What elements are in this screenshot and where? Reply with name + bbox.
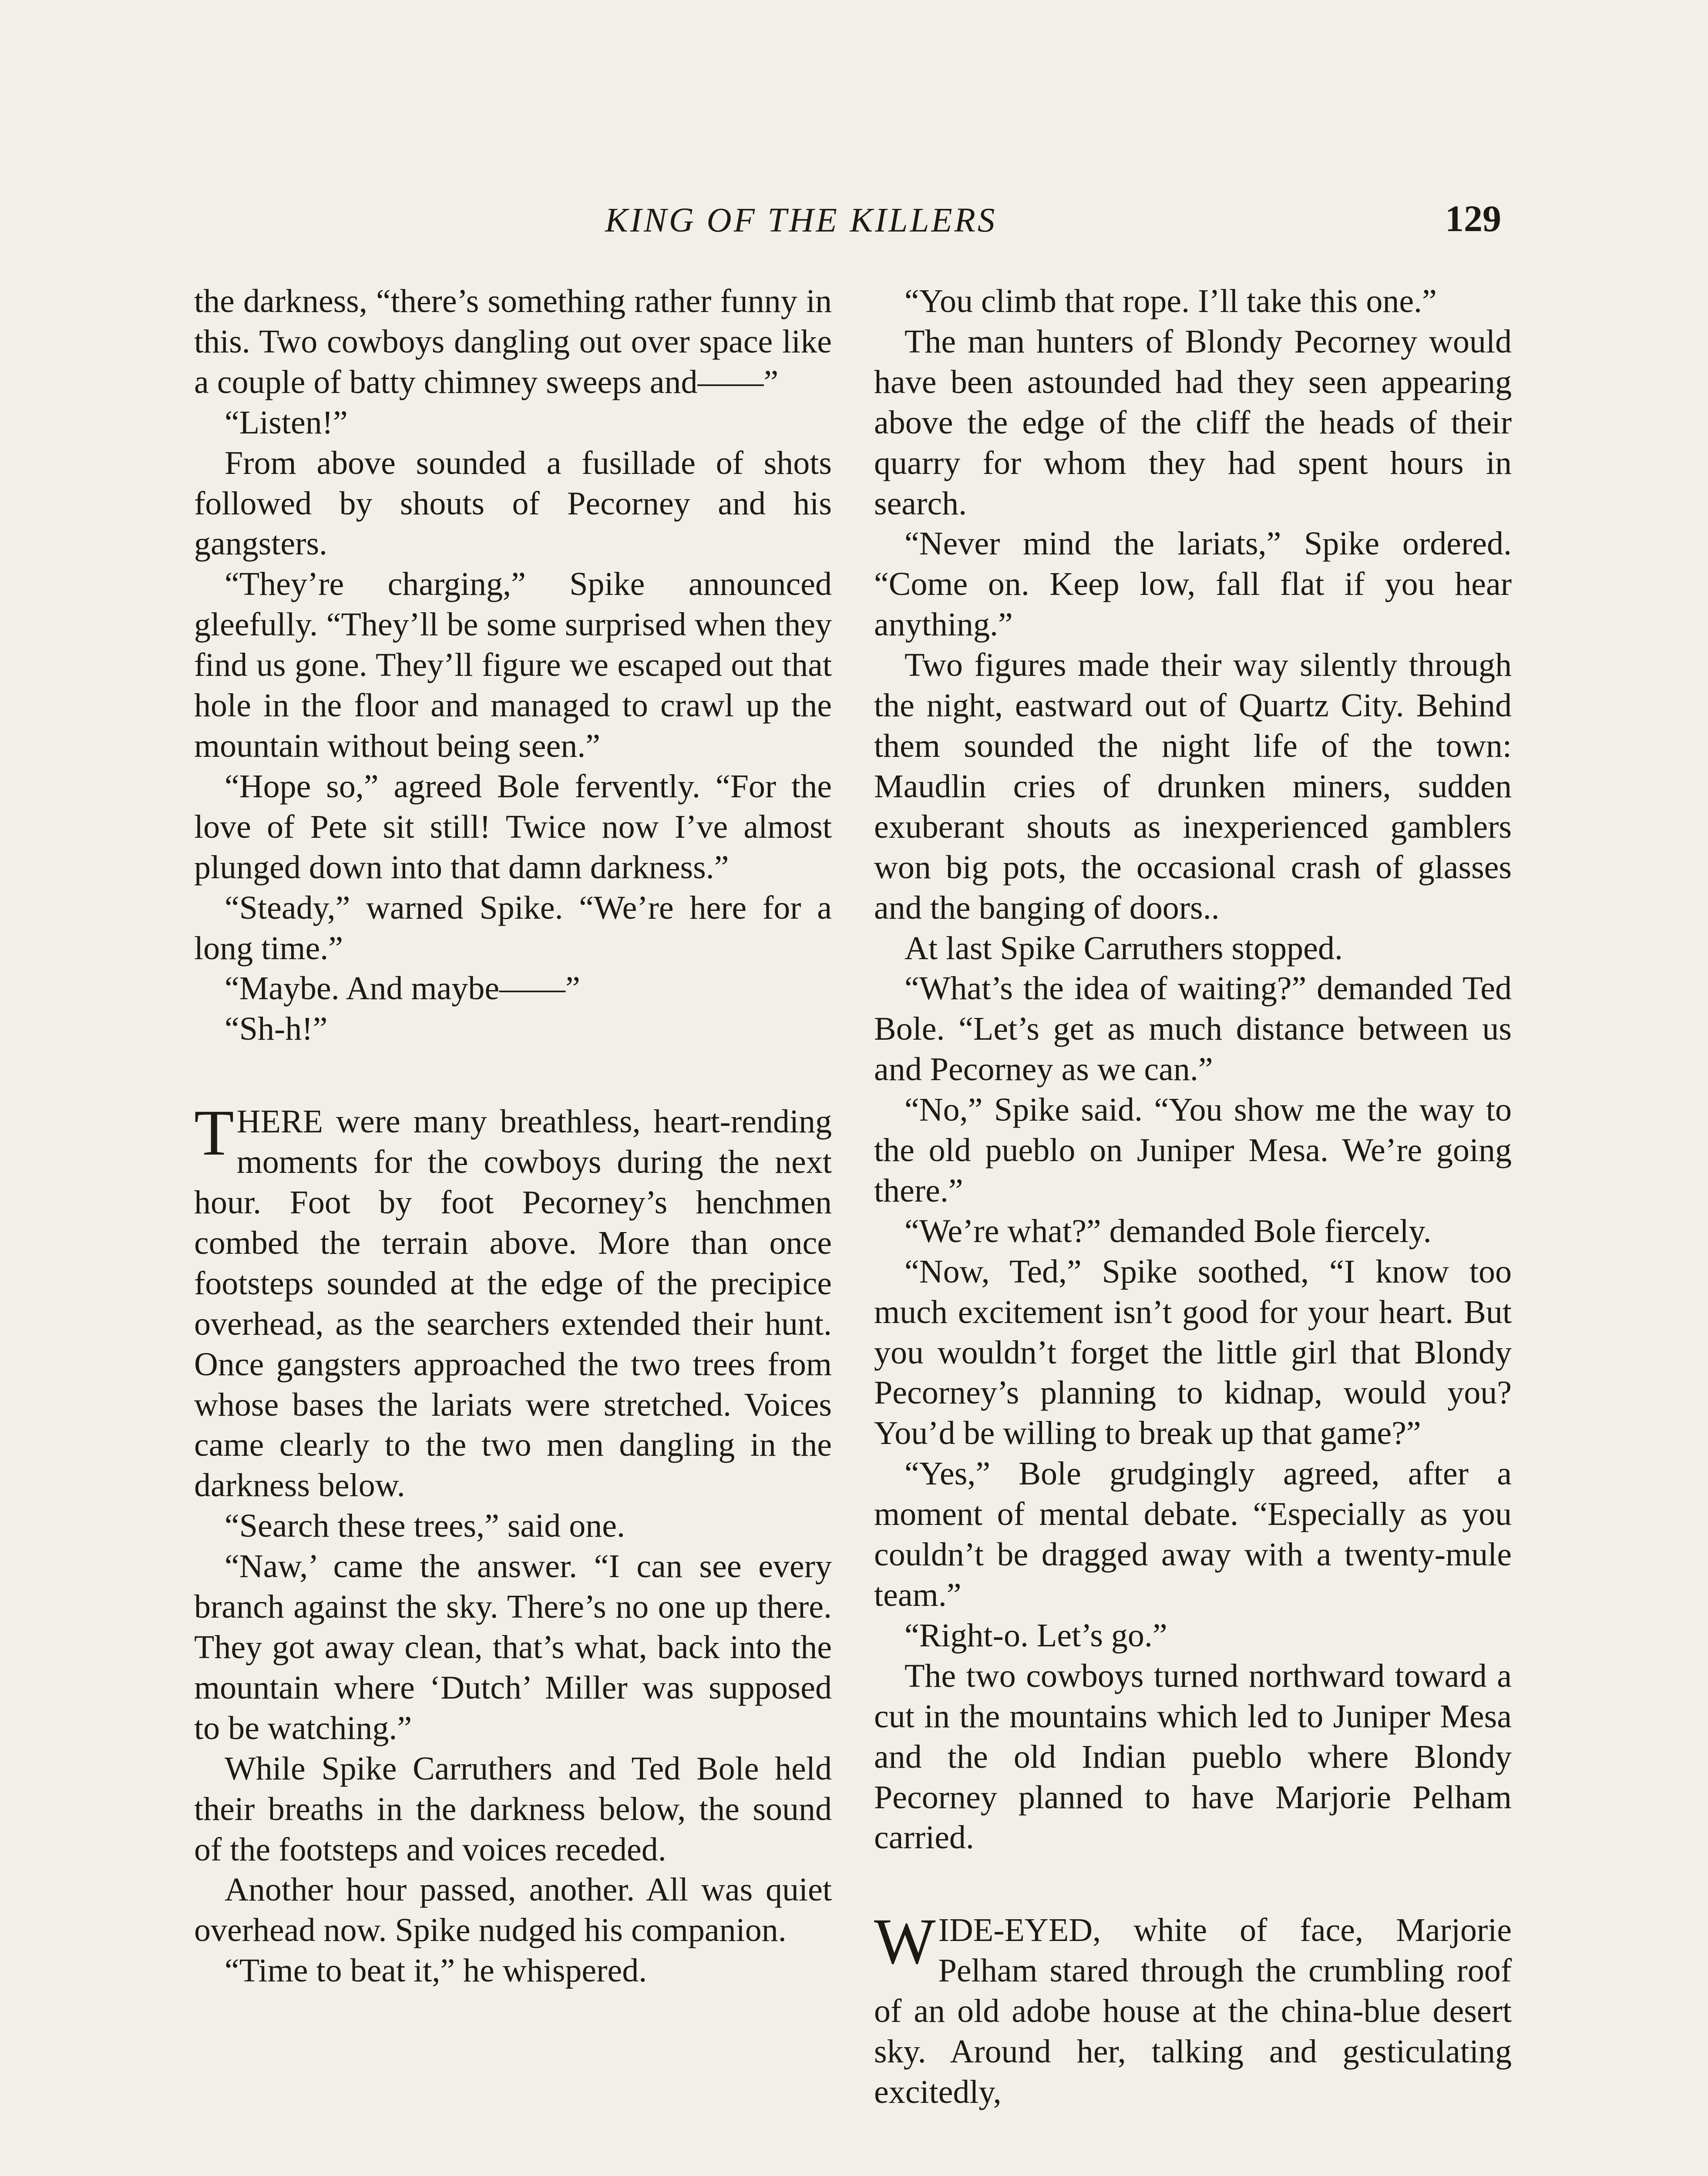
paragraph: “Sh-h!” [225,1011,328,1048]
paragraph: From above sounded a fusillade of shots followed by shouts of Pecorney and his gangsters. [194,444,832,562]
paragraph: “What’s the idea of waiting?” demanded Ted Bole. “Let’s get as much distance between us and Pecorney as we can.” [874,970,1512,1088]
paragraph-text: white of face, Marjorie Pelham stared through the crumbling roof of an old adobe house at the china-blue desert sky. Around her, talking and gesticulating excitedly, [874,1912,1512,2110]
paragraph: The man hunters of Blondy Pecorney would have been astounded had they seen appearing above the edge of the cliff the heads of their quarry for whom they had spent hours in search. [874,323,1512,522]
paragraph: “Now, Ted,” Spike soothed, “I know too much excitement isn’t good for your heart. But you wouldn’t forget the little girl that Blondy Pecorney’s planning to kidnap, would you? You’d be willing to break up that game?” [874,1253,1512,1452]
paragraph: Another hour passed, another. All was quiet overhead now. Spike nudged his companion. [194,1871,832,1949]
paragraph-text: were many breathless, heart-rending moments for the cowboys during the next hour. Foot by foot Pecorney’s henchmen combed the terrain above. More than once footsteps sounded at the edge of the precipice overhead, as the searchers extended their hunt. Once gangsters approached the two trees from whose bases the lariats were stretched. Voices came clearly to the two men dangling in the darkness below. [194,1103,832,1504]
paragraph: “They’re charging,” Spike announced gleefully. “They’ll be some surprised when they find us gone. They’ll figure we escaped out that hole in the floor and managed to crawl up the mountain without being seen.” [194,566,832,764]
paragraph: “You climb that rope. I’ll take this one.” [904,283,1437,319]
paragraph: “Hope so,” agreed Bole fervently. “For the love of Pete sit still! Twice now I’ve almost plunged down into that damn darkness.” [194,768,832,886]
drop-cap: T [194,1097,234,1169]
paragraph: Two figures made their way silently through the night, eastward out of Quartz City. Behind them sounded the night life of the town: Maudlin cries of drunken miners, sudden exuberant shouts as inexperienced gamblers won big pots, the occasional crash of glasses and the banging of doors.. [874,647,1512,926]
paragraph: “Maybe. And maybe——” [225,970,580,1007]
running-head: KING OF THE KILLERS [605,201,997,239]
paragraph: “Yes,” Bole grudgingly agreed, after a moment of mental debate. “Especially as you couldn’t be dragged away with a twenty-mule team.” [874,1455,1512,1613]
section-opening-paragraph [874,1905,1512,2112]
paragraph: At last Spike Carruthers stopped. [904,930,1343,967]
paragraph: “Never mind the lariats,” Spike ordered. “Come on. Keep low, fall flat if you hear anything.” [874,525,1512,643]
paragraph: “Steady,” warned Spike. “We’re here for a long time.” [194,889,832,967]
paragraph: “Naw,’ came the answer. “I can see every branch against the sky. There’s no one up there. They got away clean, that’s what, back into the mountain where ‘Dutch’ Miller was supposed to be watching.” [194,1548,832,1746]
paragraph: “Right-o. Let’s go.” [904,1617,1167,1654]
drop-cap: W [874,1905,936,1978]
paragraph: “Search these trees,” said one. [225,1508,625,1545]
paragraph: the darkness, “there’s something rather funny in this. Two cowboys dangling out over space like a couple of batty chimney sweeps and——” [194,283,832,400]
paragraph: The two cowboys turned northward toward a cut in the mountains which led to Juniper Mesa and the old Indian pueblo where Blondy Pecorney planned to have Marjorie Pelham carried. [874,1657,1512,1856]
paragraph: “Listen!” [225,404,348,441]
paragraph: “We’re what?” demanded Bole fiercely. [904,1212,1432,1249]
section-opening-paragraph [194,1097,832,1506]
paragraph: While Spike Carruthers and Ted Bole held their breaths in the darkness below, the sound of the footsteps and voices receded. [194,1750,832,1868]
right-column [874,281,1512,2112]
page-number: 129 [1445,198,1501,239]
paragraph: “No,” Spike said. “You show me the way to the old pueblo on Juniper Mesa. We’re going there.” [874,1091,1512,1209]
small-caps-lead: IDE-EYED, [938,1912,1101,1949]
left-column [194,281,832,1991]
small-caps-lead: HERE [236,1103,323,1140]
paragraph: “Time to beat it,” he whispered. [225,1952,647,1989]
